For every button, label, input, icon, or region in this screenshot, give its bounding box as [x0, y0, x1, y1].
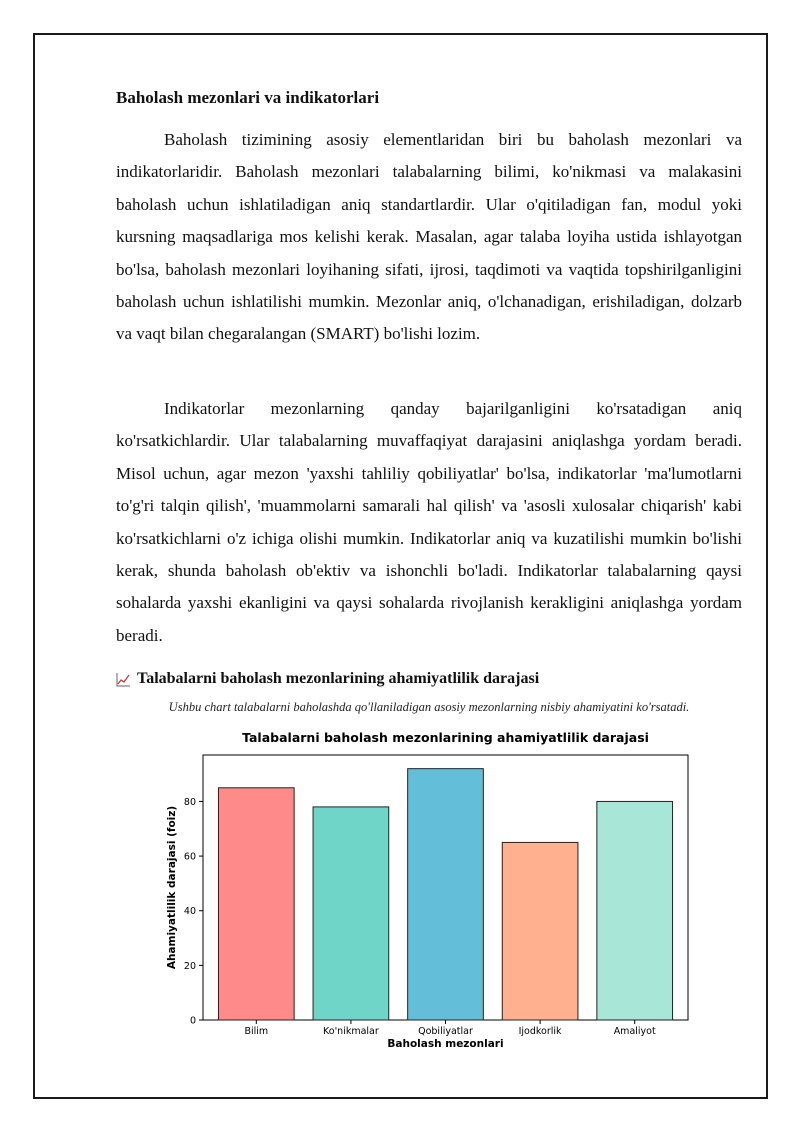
chart-increasing-icon — [116, 672, 131, 687]
section-heading: Baholash mezonlari va indikatorlari — [116, 88, 380, 107]
chart-title: Talabalarni baholash mezonlarining ahamiyatlilik darajasi — [242, 730, 649, 745]
x-tick-label: Qobiliyatlar — [418, 1026, 473, 1037]
figure-title-row — [116, 670, 539, 688]
bar-chart — [150, 722, 710, 1062]
x-tick-label: Bilim — [244, 1026, 269, 1037]
y-tick-label: 60 — [183, 851, 196, 863]
y-tick-label: 80 — [183, 796, 196, 808]
bar-bilim — [218, 788, 294, 1020]
bar-konikmalar — [313, 807, 389, 1020]
paragraph-1: Baholash tizimining asosiy elementlaridan biri bu baholash mezonlari va indikatorlaridir. Baholash mezonlari talabalarning bilimi, ko'nikmasi va malakasini baholash uchun ishlatiladigan aniq standartlardir. Ular o'qitiladigan fan, modul yoki kursning maqsadlariga mos kelishi kerak. Masalan, agar talaba loyiha ustida ishlayotgan bo'lsa, baholash mezonlari loyihaning sifati, ijrosi, taqdimoti va vaqtida topshirilganligini baholash uchun ishlatilishi mumkin. Mezonlar aniq, o'lchanadigan, erishiladigan, dolzarb va vaqt bilan chegaralangan (SMART) bo'lishi lozim. — [116, 130, 742, 344]
y-tick-label: 40 — [183, 906, 196, 918]
x-axis-label: Baholash mezonlari — [387, 1038, 504, 1050]
x-tick-label: Ijodkorlik — [518, 1026, 562, 1037]
paragraph-2: Indikatorlar mezonlarning qanday bajarilganligini ko'rsatadigan aniq ko'rsatkichlardir. Ular talabalarning muvaffaqiyat darajasini aniqlashga yordam beradi. Misol uchun, agar mezon 'yaxshi tahliliy qobiliyatlar' bo'lsa, indikatorlar 'ma'lumotlarni to'g'ri talqin qilish', 'muammolarni samarali hal qilish' va 'asosli xulosalar chiqarish' kabi ko'rsatkichlarni o'z ichiga olishi mumkin. Indikatorlar aniq va kuzatilishi mumkin bo'lishi kerak, shunda baholash ob'ektiv va ishonchli bo'ladi. Indikatorlar talabalarning qaysi sohalarda yaxshi ekanligini va qaysi sohalarda rivojlanish kerakligini aniqlashga yordam beradi. — [116, 399, 742, 645]
x-tick-label: Amaliyot — [613, 1026, 656, 1037]
y-axis-label: Ahamiyatlilik darajasi (foiz) — [166, 805, 178, 970]
x-tick-label: Ko'nikmalar — [323, 1026, 379, 1037]
y-tick-label: 0 — [189, 1015, 196, 1027]
bar-qobiliyatlar — [408, 769, 484, 1020]
bar-amaliyot — [597, 801, 673, 1020]
figure-caption: Ushbu chart talabalarni baholashda qo'llaniladigan asosiy mezonlarning nisbiy ahamiyatini ko'rsatadi. — [168, 700, 690, 714]
bar-ijodkorlik — [502, 842, 578, 1020]
figure-title: Talabalarni baholash mezonlarining ahamiyatlilik darajasi — [137, 670, 540, 687]
y-tick-label: 20 — [183, 960, 196, 972]
